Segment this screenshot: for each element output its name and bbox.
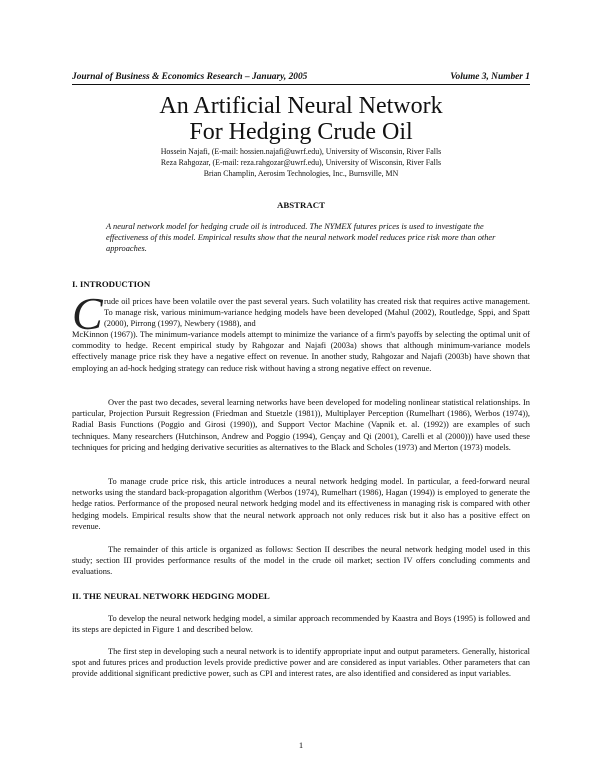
page-number: 1: [298, 740, 304, 750]
author-line: Brian Champlin, Aerosim Technologies, Inc., Burnsville, MN: [203, 169, 399, 178]
section-heading-hedging-model: II. THE NEURAL NETWORK HEDGING MODEL: [72, 591, 270, 601]
intro-paragraph-3: To manage crude price risk, this article introduces a neural network hedging model. In particular, a feed-forward neural networks using the standard back-propagation algorithm (Werbos (1974), Rumelhart (1986), Hagan (1994)) is employed to generate the hedge ratios. Performance of the proposed neural network hedging model and its effectiveness in managing risk is compared with other hedging models. Empirical results show that the neural network approach not only reduces risk but it also has a positive effect on revenue.: [72, 477, 530, 531]
paper-title-line-2: For Hedging Crude Oil: [189, 119, 413, 145]
header-rule: [72, 84, 530, 85]
author-line: Hossein Najafi, (E-mail: hossien.najafi@uwrf.edu), University of Wisconsin, River Falls: [160, 147, 442, 156]
model-paragraph-1: To develop the neural network hedging model, a similar approach recommended by Kaastra and Boys (1995) is followed and its steps are depicted in Figure 1 and described below.: [72, 614, 530, 635]
author-line: Reza Rahgozar, (E-mail: reza.rahgozar@uwrf.edu), University of Wisconsin, River Falls: [160, 158, 442, 167]
abstract-heading: ABSTRACT: [277, 200, 325, 210]
intro-paragraph-2: Over the past two decades, several learning networks have been developed for modeling nonlinear statistical relationships. In particular, Projection Pursuit Regression (Friedman and Stuetzle (1981)), Multiplayer Perception (Rumelhart (1986), Werbos (1974)), Radial Basis Functions (Poggio and Girosi (1990)), and Support Vector Machine (Vapnik et. al. (1992)) are examples of such techniques. Many researchers (Hutchinson, Andrew and Poggio (1994), Gençay and Qi (2001), Carelli et al (2000))) have used these techniques for pricing and hedging derivative securities as alternatives to the Black and Scholes (1973) and Merton (1973) models.: [72, 398, 530, 452]
drop-cap: C: [72, 288, 103, 339]
model-paragraph-2: The first step in developing such a neural network is to identify appropriate input and output parameters. Generally, historical spot and futures prices and production levels provide predictive power and are considered as input variables. Other parameters that can provide additional significant predictive power, such as CPI and interest rates, are also identified and considered as input variables.: [72, 647, 530, 679]
volume-number: Volume 3, Number 1: [450, 72, 530, 82]
intro-paragraph-1-continued: McKinnon (1967)). The minimum-variance models attempt to minimize the variance of a firm's payoffs by selecting the optimal unit of commodity to hedge. Recent empirical study by Rahgozar and Najafi (2003a) shows that although minimum-variance models effectively manage price risk they have a negative effect on revenue. In another study, Rahgozar and Najafi (2003b) have shown that employing an ad-hock hedging strategy can reduce risk without having a strong negative effect on revenue.: [72, 330, 530, 373]
author-block: [72, 146, 530, 179]
paper-title-line-1: An Artificial Neural Network: [159, 93, 443, 119]
abstract-text: A neural network model for hedging crude oil is introduced. The NYMEX futures prices is used to investigate the effectiveness of this model. Empirical results show that the neural network model reduces price risk more than other approaches.: [106, 222, 496, 254]
intro-paragraph-1-opening: rude oil prices have been volatile over the past several years. Such volatility has created risk that requires active management. To manage risk, various minimum-variance hedging models have been developed (Mahul (2002), Routledge, Sppi, and Spatt (2000), Pirrong (1997), Newbery (1988), and: [104, 297, 530, 329]
journal-name: Journal of Business & Economics Research – January, 2005: [72, 72, 308, 82]
section-heading-introduction: I. INTRODUCTION: [72, 279, 151, 289]
intro-paragraph-4: The remainder of this article is organized as follows: Section II describes the neural network hedging model used in this study; section III provides performance results of the model in the crude oil market; section IV offers concluding comments and evaluations.: [72, 545, 530, 577]
